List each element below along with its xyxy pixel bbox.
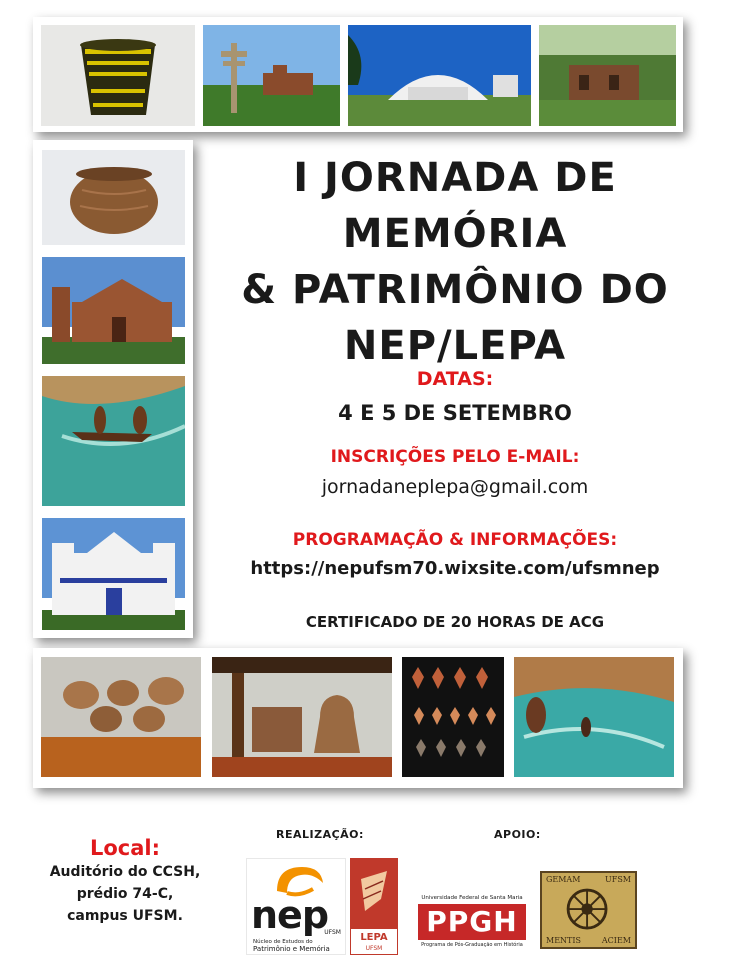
ppgh-program: Programa de Pós-Graduação em História	[421, 942, 523, 948]
lepa-ufsm: UFSM	[365, 945, 383, 952]
nep-subtitle-2: Patrimônio e Memória	[253, 945, 330, 953]
nep-name: nep	[251, 893, 329, 937]
gemam-mentis: MENTIS	[546, 936, 582, 945]
arrowheads-photo	[402, 657, 504, 777]
gemam-logo	[540, 871, 637, 949]
title-line-3: NEP/LEPA	[343, 323, 567, 369]
gemam-aciem: ACIEM	[601, 936, 631, 945]
basket-photo	[41, 25, 195, 126]
realizacao-label: REALIZAÇÃO:	[276, 828, 364, 841]
canoe-diorama-photo	[42, 376, 185, 506]
location-line-1: Auditório do CCSH,	[49, 864, 201, 880]
location-line-3: campus UFSM.	[67, 908, 183, 924]
overgrown-ruins-photo	[539, 25, 676, 126]
location-line-2: prédio 74-C,	[76, 886, 174, 902]
nep-logo	[246, 858, 346, 955]
white-church-photo	[42, 518, 185, 630]
lepa-arrowhead-icon	[351, 859, 398, 929]
event-title	[215, 150, 695, 374]
title-line-1: I JORNADA DE MEMÓRIA	[293, 155, 617, 257]
nep-subtitle-1: Núcleo de Estudos do	[253, 939, 313, 945]
nep-ufsm: UFSM	[324, 929, 341, 936]
title-line-2: & PATRIMÔNIO DO	[241, 267, 669, 313]
program-label: PROGRAMAÇÃO & INFORMAÇÕES:	[292, 530, 618, 550]
cross-ruins-photo	[203, 25, 340, 126]
program-url[interactable]: https://nepufsm70.wixsite.com/ufsmnep	[250, 558, 660, 579]
clay-pot-photo	[42, 150, 185, 245]
river-diorama-photo	[514, 657, 674, 777]
location-label: Local:	[89, 836, 161, 860]
certificate-text: CERTIFICADO DE 20 HORAS DE ACG	[305, 613, 605, 631]
lepa-logo	[350, 858, 398, 955]
ppgh-name: PPGH	[418, 904, 526, 940]
mission-bell-photo	[212, 657, 392, 777]
church-ruins-photo	[42, 257, 185, 364]
dome-building-photo	[348, 25, 531, 126]
dates-value: 4 E 5 DE SETEMBRO	[338, 401, 572, 425]
registration-email[interactable]: jornadaneplepa@gmail.com	[321, 476, 589, 498]
registration-label: INSCRIÇÕES PELO E-MAIL:	[330, 447, 580, 467]
ppgh-university: Universidade Federal de Santa Maria	[421, 895, 523, 901]
gemam-ufsm: UFSM	[605, 875, 631, 884]
ppgh-logo	[414, 895, 530, 951]
ceramic-pots-photo	[41, 657, 201, 777]
gemam-text: GEMAM	[546, 875, 581, 884]
dates-label: DATAS:	[416, 368, 494, 390]
apoio-label: APOIO:	[494, 828, 541, 841]
lepa-name: LEPA	[360, 932, 388, 943]
location-block	[40, 835, 210, 927]
